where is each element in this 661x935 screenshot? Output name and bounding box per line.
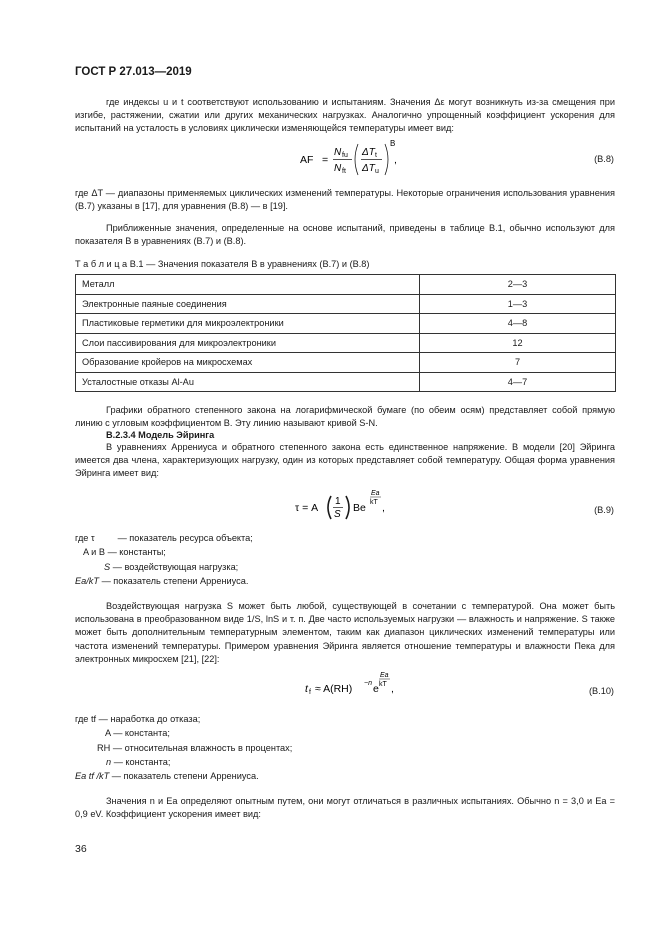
eq-b10-exp-num: Ea xyxy=(380,672,389,679)
table-cell-value: 1—3 xyxy=(420,294,616,314)
paragraph-eyring-intro: В уравнениях Аррениуса и обратного степенного закона есть единственное напряжение. В модели [20] Эйринга имеется два члена, характеризующих нагрузку, один из которых представляет собой температуру. Общая форма уравнения Эйринга имеет вид: xyxy=(75,442,615,479)
table-row xyxy=(76,353,616,373)
paragraph-eyring-load: Воздействующая нагрузка S может быть любой, существующей в сочетании с температурой. Она может быть использована в преобразованном виде 1/S, lnS и т. п. Две часто используемых нагрузки — влажность и напряжение. S также может быть дополнительным температурным элементом, таким как диапазон циклических изменений температуры или частота изменений температуры. Примером уравнения Эйринга является отношение температуры и влажности Пека для электронных микросхем [21], [22]: xyxy=(75,601,615,664)
equation-b8 xyxy=(300,138,430,182)
eq-b8-number: (B.8) xyxy=(594,154,614,164)
definition-text: — константа; xyxy=(113,728,170,739)
definition-row xyxy=(75,712,292,726)
eq-b10-number: (B.10) xyxy=(588,686,614,696)
eq-b8-dt-den-sub: u xyxy=(375,168,379,175)
table-caption xyxy=(75,259,369,269)
eq-b8-n-num: N xyxy=(334,147,342,158)
table-row xyxy=(76,314,616,334)
paragraph-indices: где индексы u и t соответствуют использованию и испытаниям. Значения Δε могут возникнуть из-за смещения при изгибе, растяжении, сжатии или других механических нагрузках. Аналогично упрощенный коэффициент ускорения для испытаний на усталость в условиях циклически изменяющейся температуры имеет вид: xyxy=(75,97,615,134)
table-cell-name: Слои пассивирования для микроэлектроники xyxy=(76,333,420,353)
table-cell-name: Металл xyxy=(76,275,420,295)
eq-b8-n-den: N xyxy=(334,163,342,174)
eq-b10-e: e xyxy=(373,683,379,695)
table-row xyxy=(76,333,616,353)
equation-b9 xyxy=(295,488,405,528)
table-b1 xyxy=(75,274,616,392)
eq-b8-n-num-sub: fu xyxy=(342,152,348,159)
definition-text: — константа; xyxy=(113,756,171,767)
eq-b10-lhs: t xyxy=(305,683,308,695)
eq-b10-lhs-sub: f xyxy=(309,689,311,696)
table-caption-label: Т а б л и ц а B.1 xyxy=(75,259,144,269)
eq-b9-lhs: τ = A xyxy=(295,502,319,514)
table-cell-value: 4—7 xyxy=(420,372,616,392)
equation-b10 xyxy=(305,670,405,704)
definition-text: — показатель степени Аррениуса. xyxy=(111,771,259,782)
svg-text:,: , xyxy=(382,502,385,514)
eq-b10-rh-exp: −n xyxy=(364,680,372,687)
definition-text: — показатель степени Аррениуса. xyxy=(101,575,249,586)
eq-b8-dt-num-sub: t xyxy=(375,152,377,159)
definition-symbol: RH xyxy=(97,742,111,753)
definition-row xyxy=(75,545,253,559)
svg-text:,: , xyxy=(394,154,397,166)
eq-b10-rhs: ≈ A(RH) xyxy=(315,683,353,695)
table-cell-name: Усталостные отказы Al-Au xyxy=(76,372,420,392)
definition-text: — воздействующая нагрузка; xyxy=(112,561,239,572)
paragraph-approx-values: Приближенные значения, определенные на основе испытаний, приведены в таблице B.1, обычно используют для показателя B в уравнениях (B.7) и (B.8). xyxy=(75,223,615,247)
svg-text:,: , xyxy=(391,683,394,695)
definition-symbol: Ea/kT xyxy=(75,575,99,586)
eq-b9-exp-num: Ea xyxy=(371,490,380,497)
definition-symbol: n xyxy=(106,756,112,767)
table-cell-name: Образование кройеров на микросхемах xyxy=(76,353,420,373)
definition-row xyxy=(75,726,292,740)
eq-b8-dt-den: ΔT xyxy=(362,163,375,174)
eq-b9-number: (B.9) xyxy=(594,505,614,515)
table-caption-text: — Значения показателя B в уравнениях (B.7) и (B.8) xyxy=(146,259,370,269)
definition-row xyxy=(75,574,253,588)
definition-row xyxy=(75,531,253,545)
paragraph-power-law-graph: Графики обратного степенного закона на логарифмической бумаге (по обеим осям) представляет собой прямую линию с угловым коэффициентом B. Эту линию называют кривой S-N. xyxy=(75,405,615,429)
definition-row xyxy=(75,741,292,755)
definition-symbol: A и B xyxy=(83,547,105,558)
definitions-b9 xyxy=(75,531,253,588)
table-row xyxy=(76,275,616,295)
eq-b8-lhs: AF xyxy=(300,154,314,166)
definitions-b10 xyxy=(75,712,292,783)
table-cell-value: 2—3 xyxy=(420,275,616,295)
svg-text:=: = xyxy=(322,154,329,166)
page-number: 36 xyxy=(75,843,87,855)
definition-text: — наработка до отказа; xyxy=(98,714,201,724)
section-title: B.2.3.4 Модель Эйринга xyxy=(106,430,215,440)
definition-symbol: Ea tf /kT xyxy=(75,771,110,782)
table-cell-name: Электронные паяные соединения xyxy=(76,294,420,314)
definition-row xyxy=(75,769,292,783)
definition-symbol: где τ xyxy=(75,533,95,543)
definition-symbol: где tf xyxy=(75,714,97,724)
eq-b9-exp-den: kT xyxy=(370,499,378,506)
definition-text: — показатель ресурса объекта; xyxy=(117,533,253,543)
definition-symbol: A xyxy=(105,728,111,739)
eq-b8-dt-num: ΔT xyxy=(362,147,375,158)
paragraph-n-ea-values: Значения n и Ea определяют опытным путем, они могут отличаться в различных испытаниях. Обычно n = 3,0 и Ea = 0,9 eV. Коэффициент ускорения имеет вид: xyxy=(75,796,615,820)
definition-row xyxy=(75,560,253,574)
definition-text: — относительная влажность в процентах; xyxy=(112,742,293,753)
eq-b9-frac-num: 1 xyxy=(335,496,341,507)
eq-b9-tail: Be xyxy=(353,502,366,514)
table-row xyxy=(76,372,616,392)
table-row xyxy=(76,294,616,314)
eq-b10-exp-den: kT xyxy=(379,681,387,688)
definition-row xyxy=(75,755,292,769)
table-cell-value: 12 xyxy=(420,333,616,353)
definition-symbol: S xyxy=(104,561,111,572)
paragraph-delta-t: где ΔT — диапазоны применяемых циклических изменений температуры. Некоторые ограничения использования уравнения (B.7) указаны в [17], для уравнения (B.8) — в [19]. xyxy=(75,188,615,212)
table-cell-name: Пластиковые герметики для микроэлектроники xyxy=(76,314,420,334)
table-cell-value: 7 xyxy=(420,353,616,373)
eq-b8-exponent: B xyxy=(390,139,396,148)
definition-text: — константы; xyxy=(107,547,166,558)
document-header: ГОСТ Р 27.013—2019 xyxy=(75,66,192,78)
eq-b8-n-den-sub: ft xyxy=(342,168,346,175)
eq-b9-frac-den: S xyxy=(334,509,341,520)
table-cell-value: 4—8 xyxy=(420,314,616,334)
